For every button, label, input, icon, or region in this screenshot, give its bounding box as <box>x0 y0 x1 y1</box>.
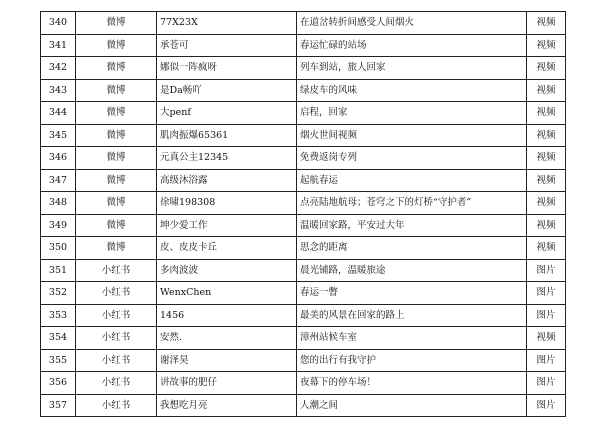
row-number-cell: 354 <box>41 327 76 350</box>
type-cell: 视频 <box>527 327 566 350</box>
type-cell: 视频 <box>527 237 566 260</box>
type-cell: 图片 <box>527 372 566 395</box>
row-number-cell: 352 <box>41 282 76 305</box>
account-cell: WenxChen <box>157 282 297 305</box>
title-cell: 点亮陆地航母；苍穹之下的灯桥“守护者” <box>297 192 527 215</box>
platform-cell: 微博 <box>76 79 157 102</box>
row-number-cell: 342 <box>41 57 76 80</box>
type-cell: 图片 <box>527 304 566 327</box>
table-row <box>41 214 566 237</box>
title-cell: 人潮之间 <box>297 394 527 417</box>
table-row <box>41 147 566 170</box>
title-cell: 春运一瞥 <box>297 282 527 305</box>
type-cell: 视频 <box>527 124 566 147</box>
account-cell: 多肉波波 <box>157 259 297 282</box>
row-number-cell: 346 <box>41 147 76 170</box>
title-cell: 晨光铺路，温暖旅途 <box>297 259 527 282</box>
table-row <box>41 394 566 417</box>
account-cell: 坤少爱工作 <box>157 214 297 237</box>
row-number-cell: 351 <box>41 259 76 282</box>
table-body <box>41 12 566 417</box>
table-row <box>41 124 566 147</box>
table-row <box>41 12 566 35</box>
account-cell: 娜似一阵疯呀 <box>157 57 297 80</box>
type-cell: 视频 <box>527 192 566 215</box>
row-number-cell: 357 <box>41 394 76 417</box>
title-cell: 起航春运 <box>297 169 527 192</box>
platform-cell: 微博 <box>76 34 157 57</box>
table-row <box>41 237 566 260</box>
document-page <box>40 11 566 417</box>
platform-cell: 微博 <box>76 147 157 170</box>
row-number-cell: 343 <box>41 79 76 102</box>
title-cell: 启程，回家 <box>297 102 527 125</box>
title-cell: 夜幕下的停车场！ <box>297 372 527 395</box>
type-cell: 视频 <box>527 214 566 237</box>
title-cell: 烟火世间视频 <box>297 124 527 147</box>
table-row <box>41 169 566 192</box>
account-cell: 安然. <box>157 327 297 350</box>
type-cell: 图片 <box>527 259 566 282</box>
account-cell: 77X23X <box>157 12 297 35</box>
platform-cell: 微博 <box>76 214 157 237</box>
row-number-cell: 348 <box>41 192 76 215</box>
account-cell: 我想吃月亮 <box>157 394 297 417</box>
title-cell: 免费返岗专列 <box>297 147 527 170</box>
title-cell: 温暖回家路，平安过大年 <box>297 214 527 237</box>
platform-cell: 小红书 <box>76 282 157 305</box>
table-row <box>41 327 566 350</box>
account-cell: 元真公主12345 <box>157 147 297 170</box>
platform-cell: 小红书 <box>76 372 157 395</box>
row-number-cell: 353 <box>41 304 76 327</box>
table-row <box>41 102 566 125</box>
row-number-cell: 347 <box>41 169 76 192</box>
account-cell: 大penf <box>157 102 297 125</box>
account-cell: 皮、皮皮卡丘 <box>157 237 297 260</box>
platform-cell: 微博 <box>76 192 157 215</box>
submissions-table <box>40 11 566 417</box>
title-cell: 列车到站，旅人回家 <box>297 57 527 80</box>
type-cell: 视频 <box>527 102 566 125</box>
row-number-cell: 340 <box>41 12 76 35</box>
row-number-cell: 350 <box>41 237 76 260</box>
account-cell: 徐啸198308 <box>157 192 297 215</box>
table-row <box>41 57 566 80</box>
account-cell: 1456 <box>157 304 297 327</box>
type-cell: 视频 <box>527 57 566 80</box>
title-cell: 在道岔转折间感受人间烟火 <box>297 12 527 35</box>
type-cell: 图片 <box>527 394 566 417</box>
type-cell: 图片 <box>527 349 566 372</box>
row-number-cell: 349 <box>41 214 76 237</box>
row-number-cell: 345 <box>41 124 76 147</box>
account-cell: 高级沐浴露 <box>157 169 297 192</box>
row-number-cell: 355 <box>41 349 76 372</box>
type-cell: 图片 <box>527 282 566 305</box>
platform-cell: 微博 <box>76 12 157 35</box>
table-row <box>41 192 566 215</box>
platform-cell: 微博 <box>76 57 157 80</box>
type-cell: 视频 <box>527 79 566 102</box>
platform-cell: 小红书 <box>76 327 157 350</box>
title-cell: 漳州站候车室 <box>297 327 527 350</box>
table-row <box>41 372 566 395</box>
account-cell: 肌肉振爆65361 <box>157 124 297 147</box>
row-number-cell: 344 <box>41 102 76 125</box>
title-cell: 春运忙碌的站场 <box>297 34 527 57</box>
row-number-cell: 341 <box>41 34 76 57</box>
table-row <box>41 304 566 327</box>
account-cell: 是Da畅吖 <box>157 79 297 102</box>
platform-cell: 微博 <box>76 102 157 125</box>
table-row <box>41 349 566 372</box>
type-cell: 视频 <box>527 147 566 170</box>
platform-cell: 微博 <box>76 124 157 147</box>
type-cell: 视频 <box>527 12 566 35</box>
platform-cell: 微博 <box>76 169 157 192</box>
account-cell: 承苍可 <box>157 34 297 57</box>
table-row <box>41 282 566 305</box>
platform-cell: 微博 <box>76 237 157 260</box>
title-cell: 最美的风景在回家的路上 <box>297 304 527 327</box>
account-cell: 谢泽昊 <box>157 349 297 372</box>
table-row <box>41 259 566 282</box>
platform-cell: 小红书 <box>76 304 157 327</box>
table-row <box>41 34 566 57</box>
platform-cell: 小红书 <box>76 394 157 417</box>
title-cell: 绿皮车的风味 <box>297 79 527 102</box>
platform-cell: 小红书 <box>76 259 157 282</box>
table-row <box>41 79 566 102</box>
title-cell: 您的出行有我守护 <box>297 349 527 372</box>
title-cell: 思念的距离 <box>297 237 527 260</box>
account-cell: 讲故事的肥仔 <box>157 372 297 395</box>
row-number-cell: 356 <box>41 372 76 395</box>
platform-cell: 小红书 <box>76 349 157 372</box>
type-cell: 视频 <box>527 169 566 192</box>
type-cell: 视频 <box>527 34 566 57</box>
